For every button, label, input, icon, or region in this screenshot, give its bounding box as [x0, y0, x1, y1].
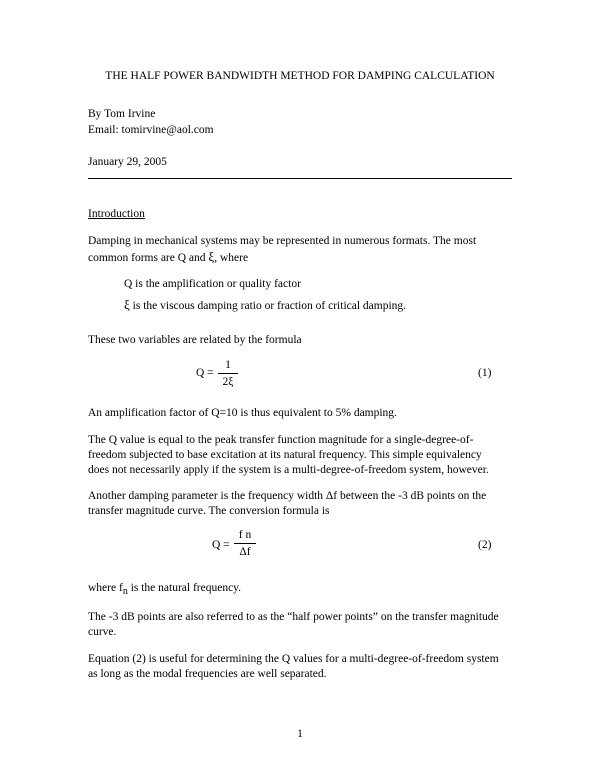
- definition-q: Q is the amplification or quality factor: [124, 278, 301, 290]
- paragraph-7-line-2: curve.: [88, 626, 117, 638]
- paragraph-1-line-2: [88, 248, 512, 267]
- xi-symbol: ξ: [208, 249, 215, 264]
- paragraph-6-pre: where f: [88, 582, 123, 594]
- equation-2-f: f: [238, 529, 243, 541]
- equation-2-denominator: Δf: [239, 546, 251, 558]
- equation-2-lhs: Q =: [212, 539, 230, 551]
- definition-xi-text: is the viscous damping ratio or fraction of critical damping.: [132, 300, 407, 312]
- paragraph-8-line-1: Equation (2) is useful for determining the Q values for a multi-degree-of-freedom system: [88, 653, 499, 665]
- paragraph-4-line-3: does not necessarily apply if the system is a multi-degree-of-freedom system, however.: [88, 464, 489, 476]
- equation-2-sub: n: [245, 529, 252, 541]
- paragraph-5-line-1: Another damping parameter is the frequency width Δf between the -3 dB points on the: [88, 490, 487, 502]
- paragraph-6-post: is the natural frequency.: [127, 582, 242, 594]
- paragraph-6-subscript: n: [122, 586, 128, 597]
- paragraph-4-line-1: The Q value is equal to the peak transfer function magnitude for a single-degree-of-: [88, 434, 474, 446]
- equation-2-fraction: [234, 528, 256, 559]
- equation-1-numerator: 1: [225, 359, 231, 371]
- paragraph-1-tail: , where: [214, 252, 249, 264]
- paragraph-2: These two variables are related by the formula: [88, 334, 302, 346]
- equation-2-numerator: [234, 528, 256, 542]
- email-line: Email: tomirvine@aol.com: [88, 124, 214, 136]
- section-heading: Introduction: [88, 208, 145, 220]
- fraction-bar: [218, 373, 238, 374]
- paragraph-4-line-2: freedom subjected to base excitation at its natural frequency. This simple equivalency: [88, 449, 482, 461]
- paragraph-6: [88, 580, 512, 600]
- fraction-bar: [234, 543, 256, 544]
- header-divider: [88, 178, 512, 179]
- author-line: By Tom Irvine: [88, 108, 156, 120]
- paragraph-5-line-2: transfer magnitude curve. The conversion formula is: [88, 505, 330, 517]
- paragraph-3: An amplification factor of Q=10 is thus equivalent to 5% damping.: [88, 407, 397, 419]
- xi-symbol-2: ξ: [124, 297, 130, 312]
- paragraph-1-text: common forms are Q and: [88, 252, 206, 264]
- equation-1-lhs: Q =: [196, 367, 214, 379]
- paragraph-8-line-2: as long as the modal frequencies are well separated.: [88, 668, 327, 680]
- document-title: THE HALF POWER BANDWIDTH METHOD FOR DAMPING CALCULATION: [105, 70, 495, 82]
- equation-1-denominator: 2ξ: [222, 376, 234, 388]
- equation-1-label: (1): [478, 367, 492, 379]
- definition-xi: [124, 296, 548, 315]
- paragraph-7-line-1: The -3 dB points are also referred to as the “half power points” on the transfer magnitude: [88, 611, 499, 623]
- equation-2-label: (2): [478, 539, 492, 551]
- paragraph-1-line-1: Damping in mechanical systems may be represented in numerous formats. The most: [88, 235, 477, 247]
- page-number: 1: [297, 728, 303, 740]
- equation-1-fraction: [218, 358, 238, 389]
- date-line: January 29, 2005: [88, 156, 167, 168]
